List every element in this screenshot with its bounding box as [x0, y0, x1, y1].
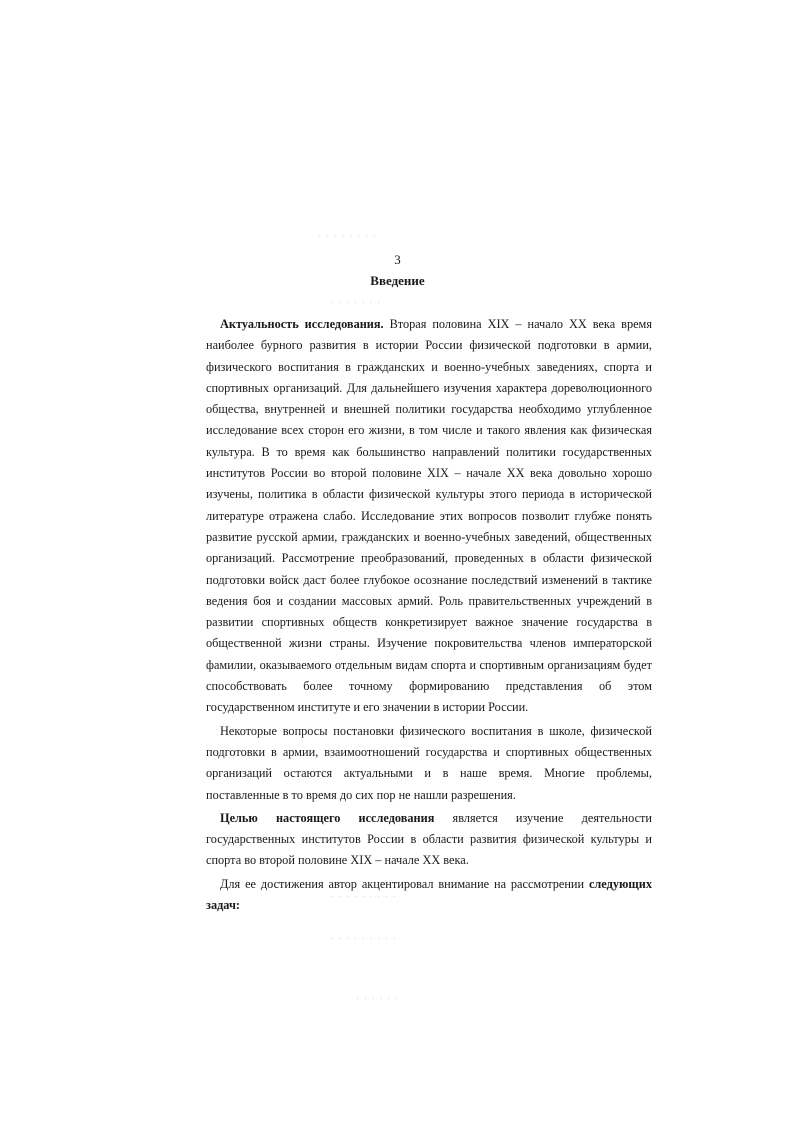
- document-body: [206, 314, 652, 916]
- paragraph-current-issues: [206, 721, 652, 806]
- faint-scan-artifact-bottom: · · · · · · · · ·: [330, 892, 397, 903]
- paragraph-goal: [206, 808, 652, 872]
- faint-scan-artifact-bottom-3: · · · · · ·: [356, 994, 400, 1005]
- goal-lead: Целью настоящего исследования: [220, 810, 435, 825]
- goal-text: является изучение деятельности государственных институтов России в области развития физической культуры и спорта во второй половине XIX – начале XX века.: [206, 810, 652, 868]
- page-number: 3: [394, 252, 401, 267]
- tasks-text: Для ее достижения автор акцентировал внимание на рассмотрении: [220, 876, 589, 891]
- faint-scan-artifact-top-2: · · · · · · ·: [330, 298, 382, 309]
- current-issues-text: Некоторые вопросы постановки физического воспитания в школе, физической подготовки в армии, взаимоотношений государства и спортивных общественных организаций остаются актуальными и в наше время. Многие проблемы, поставленные в то время до сих пор не нашли разрешения.: [206, 723, 652, 802]
- tasks-lead: следующих задач:: [206, 876, 652, 913]
- relevance-lead: Актуальность исследования.: [220, 317, 384, 331]
- paragraph-relevance: [206, 314, 652, 719]
- relevance-text: Вторая половина XIX – начало XX века время наиболее бурного развития в истории России физической подготовки в армии, физического воспитания в гражданских и военно-учебных заведениях, спорта и спортивных организаций. Для дальнейшего изучения характера дореволюционного общества, внутренней и внешней политики государства необходимо углубленное исследование всех сторон его жизни, в том числе и такого явления как физическая культура. В то время как большинство направлений политики государственных институтов России во второй половине XIX – начале XX века довольно хорошо изучены, политика в области физической культуры этого периода в исторической литературе отражена слабо. Исследование этих вопросов позволит глубже понять развитие русской армии, гражданских и военно-учебных заведений, общественных организаций. Рассмотрение преобразований, проведенных в области физической подготовки войск даст более глубокое осознание последствий изменений в тактике ведения боя и создании массовых армий. Роль правительственных учреждений в развитии спортивных обществ конкретизирует важное значение государства в общественной жизни страны. Изучение покровительства членов императорской фамилии, оказываемого отдельным видам спорта и спортивным организациям будет способствовать более точному формированию представления об этом государственном институте и его значении в истории России.: [206, 317, 652, 715]
- faint-scan-artifact-top: · · · · · · · ·: [318, 232, 378, 243]
- page-title: Введение: [370, 273, 425, 288]
- faint-scan-artifact-bottom-2: · · · · · · · · ·: [330, 934, 397, 945]
- paragraph-tasks: [206, 874, 652, 917]
